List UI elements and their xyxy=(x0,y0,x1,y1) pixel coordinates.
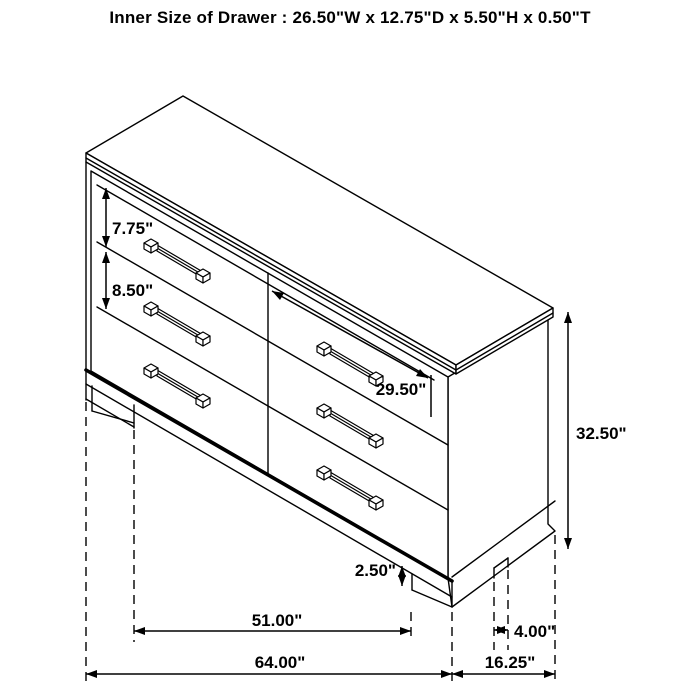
dimension-label-lower-drawer-height: 8.50" xyxy=(112,281,154,300)
dimension-label-overall-depth: 16.25" xyxy=(484,653,536,672)
dimension-label-leg-notch-width: 4.00" xyxy=(514,622,556,641)
dimension-label-overall-height: 32.50" xyxy=(576,424,627,443)
diagram-title: Inner Size of Drawer : 26.50"W x 12.75"D x 5.50"H x 0.50"T xyxy=(109,8,591,27)
dimension-overall-height xyxy=(564,312,627,549)
left-leg xyxy=(86,399,134,427)
dimension-leg-notch-width xyxy=(494,622,555,641)
dimension-label-drawer-front-width: 29.50" xyxy=(375,380,427,399)
dresser-drawing xyxy=(86,96,555,607)
dimension-between-legs-width xyxy=(134,611,411,635)
dimension-label-floor-clearance: 2.50" xyxy=(354,561,396,580)
dimension-label-top-drawer-height: 7.75" xyxy=(112,219,154,238)
dimension-floor-clearance xyxy=(355,561,406,586)
dimension-label-between-legs-width: 51.00" xyxy=(251,611,303,630)
dimension-label-overall-width: 64.00" xyxy=(254,653,306,672)
dimension-overall-depth xyxy=(452,653,555,678)
dimension-overall-width xyxy=(86,653,452,678)
